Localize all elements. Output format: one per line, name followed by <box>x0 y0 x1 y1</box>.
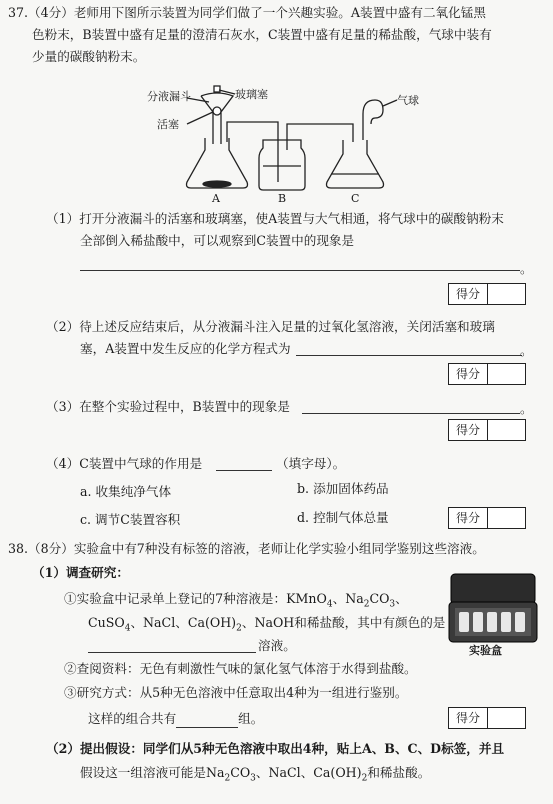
q38-s2-line1: （2）提出假设：同学们从5种无色溶液中取出4种，贴上A、B、C、D标签，并且 <box>46 741 505 756</box>
tube-ab <box>227 122 278 142</box>
score-label: 得分 <box>449 284 488 304</box>
q37-p3-period: 。 <box>520 401 533 416</box>
option-d: d. 控制气体总量 <box>297 510 389 525</box>
experiment-box-image <box>447 572 539 656</box>
q37-header: 37.（4分）老师用下图所示装置为同学们做了一个兴趣实验。A装置中盛有二氧化锰黑 <box>8 5 486 20</box>
option-c: c. 调节C装置容积 <box>80 512 181 527</box>
score-input[interactable] <box>488 420 525 440</box>
q38-combination-blank[interactable] <box>176 714 238 728</box>
flask-c <box>327 140 384 188</box>
q38-s1-item3: ③研究方式：从5种无色溶液中任意取出4种为一组进行鉴别。 <box>64 685 408 700</box>
q37-p4-answer-blank[interactable] <box>216 470 272 471</box>
score-label: 得分 <box>449 708 488 728</box>
score-label: 得分 <box>449 364 488 384</box>
score-label: 得分 <box>449 420 488 440</box>
label-b: B <box>278 192 287 205</box>
q38-header: 38.（8分）实验盒中有7种没有标签的溶液，老师让化学实验小组同学鉴别这些溶液。 <box>8 541 485 556</box>
q38-s1-item3-line2: 这样的组合共有 组。 <box>88 711 264 726</box>
q37-line3: 少量的碳酸钠粉末。 <box>32 49 146 64</box>
q37-p1-line1: （1）打开分液漏斗的活塞和玻璃塞，使A装置与大气相通，将气球中的碳酸钠粉末 <box>46 211 504 226</box>
score-input[interactable] <box>488 508 525 528</box>
q37-p4-line1: （4）C装置中气球的作用是 <box>46 456 203 471</box>
q38-colored-solution-blank[interactable] <box>88 652 256 653</box>
stopcock-knob <box>213 107 221 115</box>
separating-funnel <box>201 93 233 144</box>
q37-p2-line1: （2）待上述反应结束后，从分液漏斗注入足量的过氧化氢溶液，关闭活塞和玻璃 <box>46 319 495 334</box>
score-input[interactable] <box>488 364 525 384</box>
score-box-37-2[interactable] <box>448 363 526 385</box>
score-input[interactable] <box>488 284 525 304</box>
score-box-37-4[interactable] <box>448 507 526 529</box>
label-c: C <box>351 192 360 205</box>
q37-p2-line2: 塞，A装置中发生反应的化学方程式为 <box>80 341 291 356</box>
tube-bc <box>287 124 353 142</box>
q38-s1-item1-line1: ①实验盒中记录单上登记的7种溶液是：KMnO$_4$、$Na_2CO_3$、 <box>64 591 408 610</box>
q38-s1-item1-line2: CuSO$_4$、NaCl、$Ca(OH)_2$、NaOH和稀盐酸，其中有颜色的是 <box>88 615 446 634</box>
label-balloon: 气球 <box>397 94 419 107</box>
q37-p1-line2: 全部倒入稀盐酸中，可以观察到C装置中的现象是 <box>80 233 355 248</box>
label-funnel: 分液漏斗 <box>147 90 191 103</box>
q37-p1-period: 。 <box>520 261 533 276</box>
experiment-box-caption: 实验盒 <box>469 644 502 657</box>
q38-s1-title: （1）调查研究： <box>32 565 129 580</box>
q37-p2-answer-blank[interactable] <box>296 355 522 356</box>
q37-p2-period: 。 <box>520 343 533 358</box>
q37-p3-answer-blank[interactable] <box>302 413 520 414</box>
glass-stopper <box>214 86 220 92</box>
score-label: 得分 <box>449 508 488 528</box>
q37-p3-line1: （3）在整个实验过程中，B装置中的现象是 <box>46 399 290 414</box>
q37-line2: 色粉末，B装置中盛有足量的澄清石灰水，C装置中盛有足量的稀盐酸，气球中装有 <box>32 27 492 42</box>
label-stopper: 玻璃塞 <box>235 88 268 101</box>
apparatus-diagram <box>135 78 435 208</box>
score-box-37-3[interactable] <box>448 419 526 441</box>
balloon <box>363 100 383 140</box>
q37-p1-answer-blank[interactable] <box>80 270 520 271</box>
score-box-38-1[interactable] <box>448 707 526 729</box>
mno2-powder <box>203 181 231 187</box>
option-a: a. 收集纯净气体 <box>80 484 172 499</box>
score-input[interactable] <box>488 708 525 728</box>
option-b: b. 添加固体药品 <box>297 481 389 496</box>
bottle-b <box>259 140 305 190</box>
label-stopcock: 活塞 <box>157 118 179 131</box>
q37-p4-suffix: （填字母）。 <box>276 456 346 471</box>
q38-s2-line2: 假设这一组溶液可能是$Na_2CO_3$、NaCl、$Ca(OH)_2$和稀盐酸。 <box>80 765 431 784</box>
score-box-37-1[interactable] <box>448 283 526 305</box>
label-a: A <box>212 192 220 205</box>
q38-s1-item2: ②查阅资料：无色有刺激性气味的氯化氢气体溶于水得到盐酸。 <box>64 661 417 676</box>
q38-s1-item1-line3: 溶液。 <box>258 638 296 653</box>
